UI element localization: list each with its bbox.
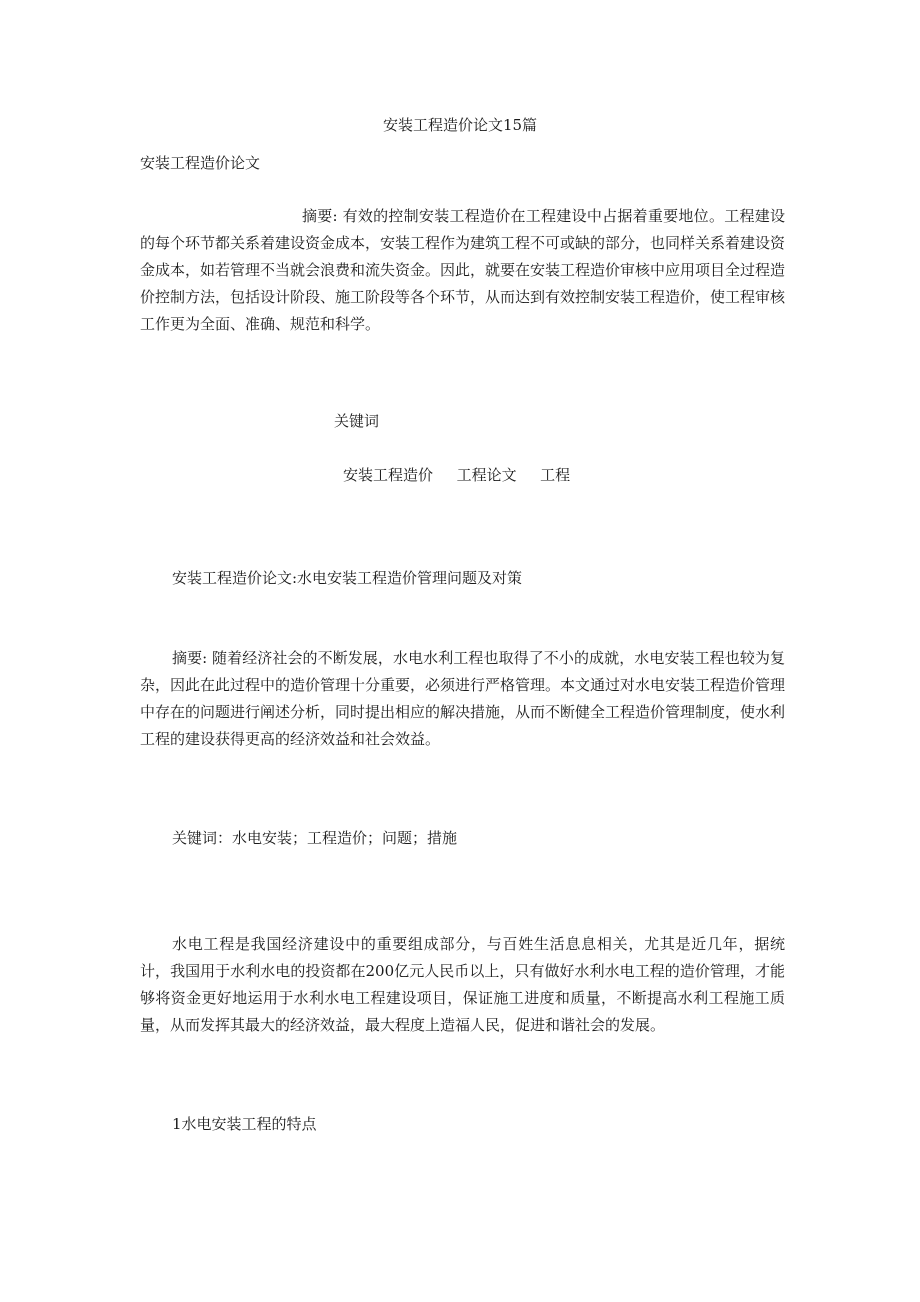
- section2-heading: 安装工程造价论文:水电安装工程造价管理问题及对策: [172, 569, 523, 587]
- keyword-item: 安装工程造价: [343, 466, 434, 484]
- section1-heading: 安装工程造价论文: [140, 154, 261, 172]
- section1-keywords: [343, 468, 570, 483]
- section2-keywords: 关键词：水电安装；工程造价；问题；措施: [172, 829, 458, 847]
- section2-subheading: 1水电安装工程的特点: [172, 1115, 317, 1133]
- section1-abstract: 摘要: 有效的控制安装工程造价在工程建设中占据着重要地位。工程建设的每个环节都关系着建设资金成本，安装工程作为建筑工程不可或缺的部分，也同样关系着建设资金成本，如若管理不当就会浪费和流失资金。因此，就要在安装工程造价审核中应用项目全过程造价控制方法，包括设计阶段、施工阶段等各个环节，从而达到有效控制安装工程造价，使工程审核工作更为全面、准确、规范和科学。: [140, 207, 786, 333]
- document-title: 安装工程造价论文15篇: [382, 116, 538, 134]
- section2-abstract: 摘要: 随着经济社会的不断发展，水电水利工程也取得了不小的成就，水电安装工程也较为复杂，因此在此过程中的造价管理十分重要，必须进行严格管理。本文通过对水电安装工程造价管理中存在的问题进行阐述分析，同时提出相应的解决措施，从而不断健全工程造价管理制度，使水利工程的建设获得更高的经济效益和社会效益。: [140, 649, 786, 748]
- keyword-item: 工程: [540, 466, 571, 484]
- section1-keywords-label: 关键词: [334, 412, 380, 430]
- section2-intro: 水电工程是我国经济建设中的重要组成部分，与百姓生活息息相关，尤其是近几年，据统计，我国用于水利水电的投资都在200亿元人民币以上，只有做好水利水电工程的造价管理，才能够将资金更好地运用于水利水电工程建设项目，保证施工进度和质量，不断提高水利工程施工质量，从而发挥其最大的经济效益，最大程度上造福人民，促进和谐社会的发展。: [140, 935, 785, 1034]
- keyword-item: 工程论文: [456, 466, 517, 484]
